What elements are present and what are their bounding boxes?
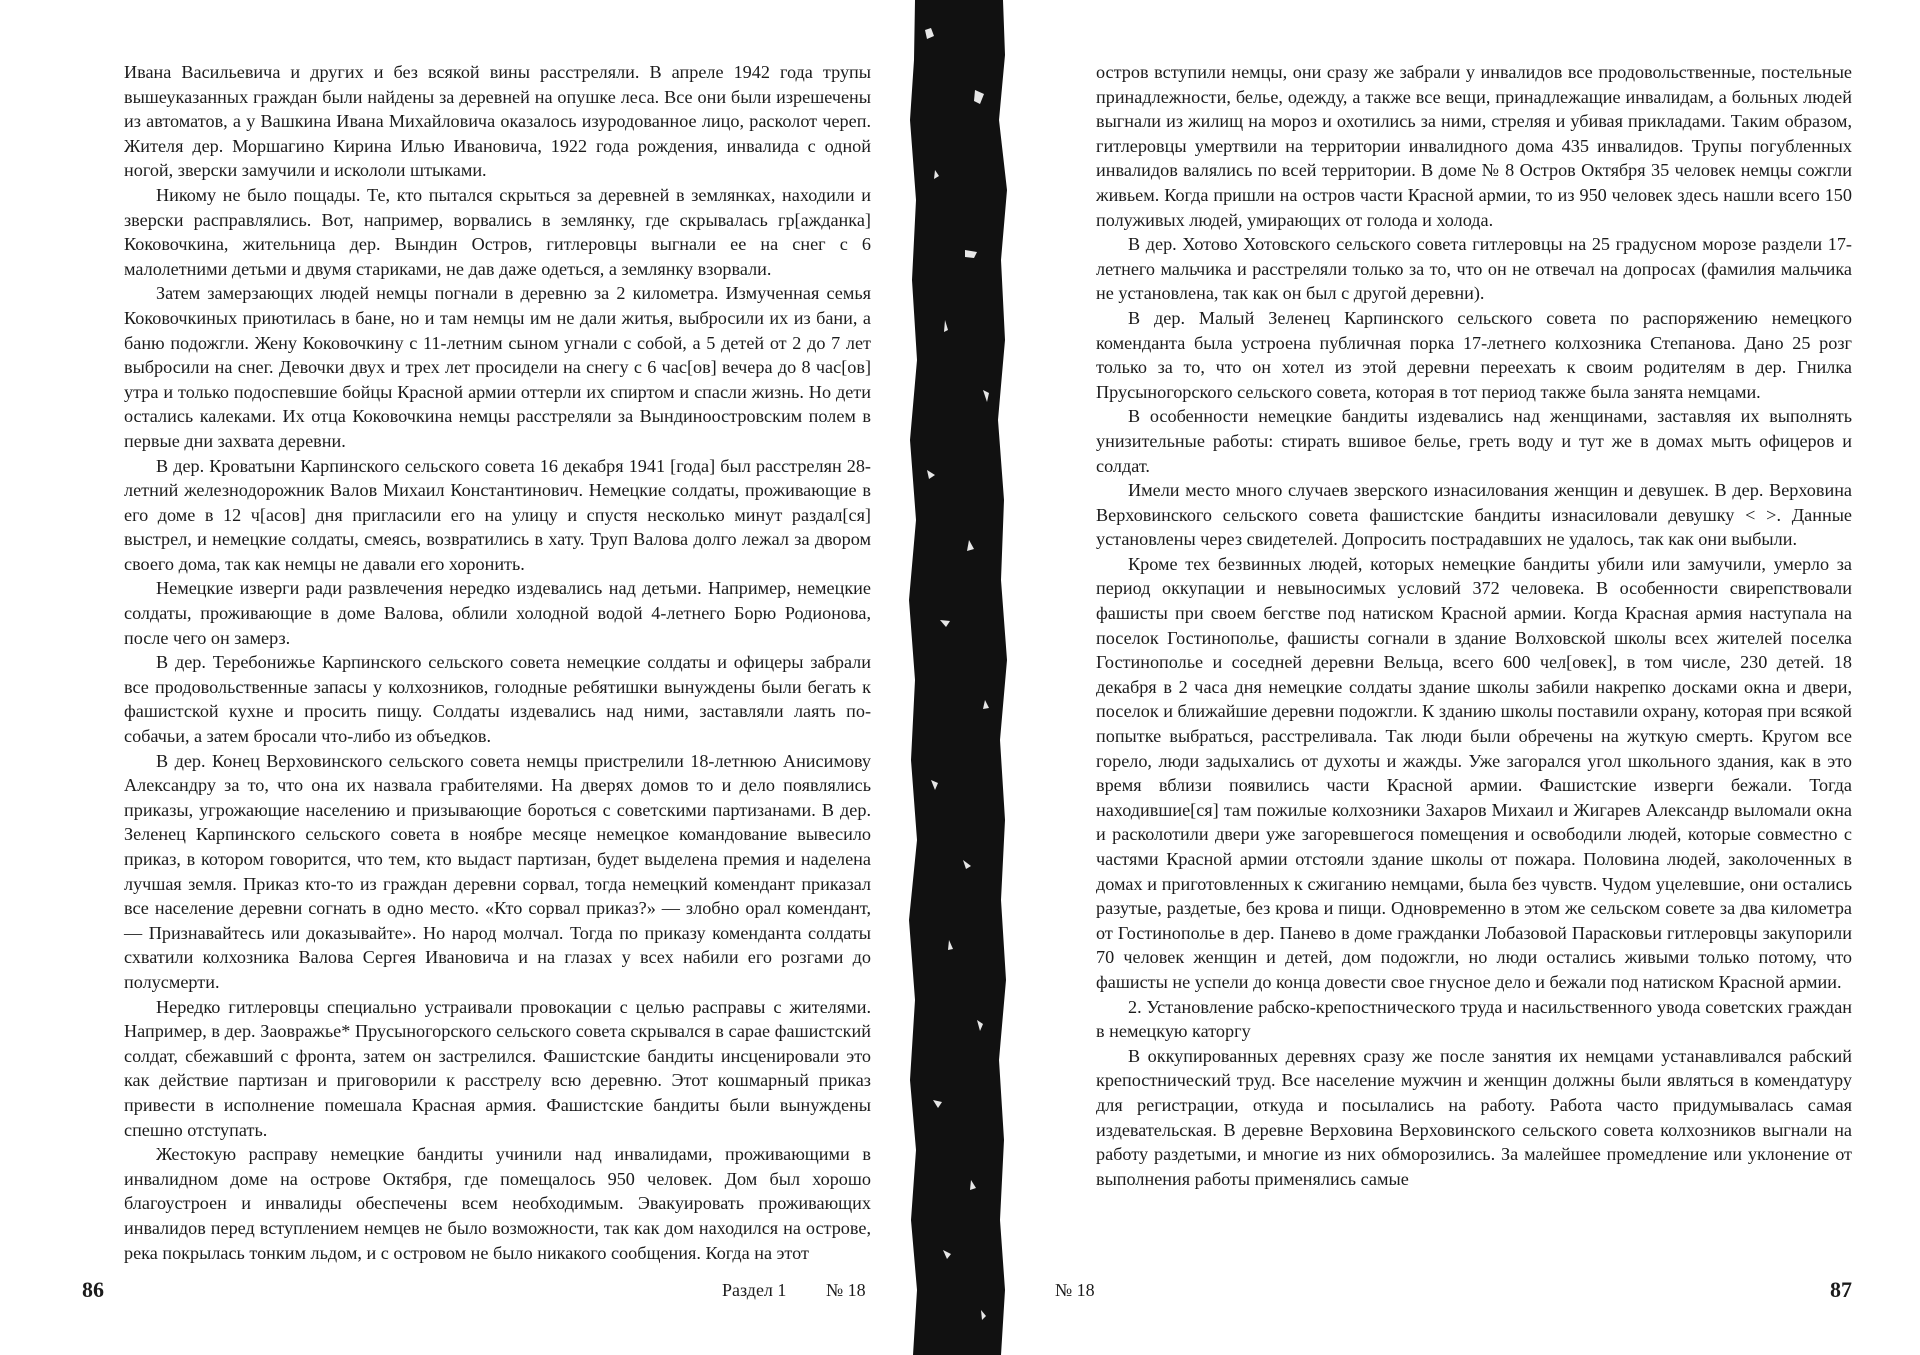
right-document-number: № 18 [1055,1280,1095,1300]
right-paragraph-4: В особенности немецкие бандиты издевались над женщинами, заставляя их выполнять унизительные работы: стирать вшивое белье, греть воду и тут же в домах мыть офицеров и солдат. [1096,406,1852,476]
right-page [1015,0,1920,1355]
section-label: Раздел 1 [722,1280,787,1300]
right-paragraph-2: В дер. Хотово Хотовского сельского совета гитлеровцы на 25 градусном морозе раздели 17-летнего мальчика и расстреляли только за то, что он не отвечал на допросах (фамилия мальчика не установлена, так как он был с другой деревни). [1096,234,1852,304]
left-text-column [124,60,871,1265]
decorative-spine-texture [905,0,1015,1355]
left-paragraph-9: Жестокую расправу немецкие бандиты учинили над инвалидами, проживающими в инвалидном доме на острове Октября, где помещалось 950 человек. Дом был хорошо благоустроен и инвалиды обеспечены всем необходимым. Эвакуировать проживающих инвалидов перед вступлением немцев не было возможности, так как дом находился на острове, река покрылась тонким льдом, и с островом не было никакого сообщения. Когда на этот [124,1144,871,1263]
left-paragraph-4: В дер. Кроватыни Карпинского сельского совета 16 декабря 1941 [года] был расстрелян 28-летний железнодорожник Валов Михаил Константинович. Немецкие солдаты, проживающие в его доме в 12 ч[асов] дня пригласили его на улицу и спустя несколько минут раздал[ся] выстрел, и немецкие солдаты, смеясь, возвратились в хату. Труп Валова долго лежал за двором своего дома, так как немцы не давали его хоронить. [124,455,871,574]
left-page-number: 86 [82,1277,104,1302]
left-paragraph-1: Ивана Васильевича и других и без всякой вины расстреляли. В апреле 1942 года трупы вышеуказанных граждан были найдены за деревней на опушке леса. Все они были изрешечены из автоматов, а у Вашкина Ивана Михайловича оказалось изуродованное лицо, расколот череп. Жителя дер. Моршагино Кирина Илью Ивановича, 1922 года рождения, инвалида с одной ногой, зверски замучили и искололи штыками. [124,62,871,181]
left-paragraph-2: Никому не было пощады. Те, кто пытался скрыться за деревней в землянках, находили и зверски расправлялись. Вот, например, ворвались в землянку, где скрывалась гр[ажданка] Коковочкина, жительница дер. Вындин Остров, гитлеровцы выгнали ее на снег с 6 малолетними детьми и двумя стариками, не дав даже одеться, а землянку взорвали. [124,184,871,279]
right-paragraph-3: В дер. Малый Зеленец Карпинского сельского совета по распоряжению немецкого коменданта была устроена публичная порка 17-летнего колхозника Степанова. Дано 25 розг только за то, что он хотел из этой деревни переехать к своим родителям в дер. Гнилка Прусыногорского сельского совета, которая в тот период также была занята немцами. [1096,307,1852,402]
left-paragraph-7: В дер. Конец Верховинского сельского совета немцы пристрелили 18-летнюю Анисимову Александру за то, что она их назвала грабителями. На дверях домов то и дело появлялись приказы, угрожающие населению и призывающие бороться с советскими партизанами. В дер. Зеленец Карпинского сельского совета в ноябре месяце немецкое командование вывесило приказ, в котором говорится, что тем, кто выдаст партизан, будет выделена премия и наделена лучшая земля. Приказ кто-то из граждан деревни сорвал, тогда немецкий комендант приказал все население деревни согнать в одно место. «Кто сорвал приказ?» — злобно орал комендант, — Признавайтесь или доказывайте». Но народ молчал. Тогда по приказу коменданта солдаты схватили колхозника Валова Сергея Ивановича и на глазах у всех набили его розгами до полусмерти. [124,750,871,992]
left-paragraph-3: Затем замерзающих людей немцы погнали в деревню за 2 километра. Измученная семья Коковочкиных приютилась в бане, но и там немцы им не дали житья, выбросили их из бани, а баню подожгли. Жену Коковочкину с 11-летним сыном угнали с собой, а 5 детей от 2 до 7 лет выбросили на снег. Девочки двух и трех лет просидели на снегу с 6 час[ов] вечера до 8 час[ов] утра и только подоспевшие бойцы Красной армии оттерли их спиртом и спасли жизнь. Но дети остались калеками. Их отца Коковочкина немцы расстреляли за Вындиноостровским полем в первые дни захвата деревни. [124,283,871,451]
right-paragraph-5: Имели место много случаев зверского изнасилования женщин и девушек. В дер. Верховина Верховинского сельского совета фашистские бандиты изнасиловали девушку < >. Данные установлены через свидетелей. Допросить пострадавших не удалось, так как они выбыли. [1096,480,1852,550]
left-paragraph-5: Немецкие изверги ради развлечения нередко издевались над детьми. Например, немецкие солдаты, проживающие в доме Валова, облили холодной водой 4-летнего Борю Родионова, после чего он замерз. [124,578,871,648]
right-page-number: 87 [1830,1277,1852,1302]
right-text-column [1096,60,1852,1191]
left-document-number: № 18 [826,1280,866,1300]
right-paragraph-1: остров вступили немцы, они сразу же забрали у инвалидов все продовольственные, постельные принадлежности, белье, одежду, а также все вещи, принадлежащие инвалидам, а больных людей выгнали из жилищ на мороз и охотились за ними, стреляя и убивая прикладами. Таким образом, гитлеровцы умертвили на территории инвалидного дома 435 инвалидов. Трупы погубленных инвалидов валялись по всей территории. В доме № 8 Остров Октября 35 человек немцы сожгли живьем. Когда пришли на остров части Красной армии, то из 950 человек здесь нашли всего 150 полуживых людей, умирающих от голода и холода. [1096,62,1852,230]
left-paragraph-8: Нередко гитлеровцы специально устраивали провокации с целью расправы с жителями. Например, в дер. Заовражье* Прусыногорского сельского совета скрывался в сарае фашистский солдат, сбежавший с фронта, затем он застрелился. Фашистские бандиты инсценировали это как действие партизан и приговорили к расстрелу всю деревню. Этот кошмарный приказ привести в исполнение помешала Красная армия. Фашистские бандиты были вынуждены спешно отступать. [124,996,871,1140]
right-paragraph-8: В оккупированных деревнях сразу же после занятия их немцами устанавливался рабский крепостнический труд. Все население мужчин и женщин должны были являться в комендатуру для регистрации, откуда и посылались на работу. Работа часто придумывалась самая издевательская. В деревне Верховина Верховинского сельского совета колхозников выгнали на работу раздетыми, и многие из них обморозились. За малейшее промедление или уклонение от выполнения работы применялись самые [1096,1045,1852,1189]
left-paragraph-6: В дер. Теребонижье Карпинского сельского совета немецкие солдаты и офицеры забрали все продовольственные запасы у колхозников, голодные ребятишки вынуждены были бегать к фашистской кухне и просить пищу. Солдаты издевались над ними, заставляли лаять по-собачьи, а затем бросали что-либо из объедков. [124,652,871,747]
right-paragraph-6: Кроме тех безвинных людей, которых немецкие бандиты убили или замучили, умерло за период оккупации и невыносимых условий 372 человека. В особенности свирепствовали фашисты при своем бегстве под натиском Красной армии. Когда Красная армия наступала на поселок Гостинополье, фашисты согнали в здание Волховской школы всех жителей поселка Гостинополье и соседней деревни Вельца, всего 600 чел[овек], в том числе, 230 детей. 18 декабря в 2 часа дня немецкие солдаты здание школы забили накрепко досками окна и двери, поселок и ближайшие деревни подожгли. К зданию школы поставили охрану, которая при всякой попытке выбраться, расстреливала. Так люди были обречены на жуткую смерть. Кругом все горело, люди задыхались от духоты и жажды. Уже загорался угол школьного здания, как в это время вблизи появились части Красной армии. Фашистские изверги бежали. Тогда находившие[ся] там пожилые колхозники Захаров Михаил и Жигарев Александр выломали окна и расколотили двери уже загоревшегося помещения и освободили людей, которые совместно с частями Красной армии отстояли здание школы от пожара. Половина людей, заколоченных в домах и приготовленных к сжиганию немцами, была без чувств. Чудом уцелевшие, они остались разутые, раздетые, без крова и пищи. Одновременно в этом же сельском совете за два километра от Гостинополье в дер. Панево в доме гражданки Лобазовой Парасковьи гитлеровцы закупорили 70 человек женщин и детей, дом подожгли, но люди остались живыми только потому, что фашисты не успели до конца довести свое гнусное дело и бежали под натиском Красной армии. [1096,553,1852,992]
left-page [0,0,905,1355]
right-section-heading: 2. Установление рабско-крепостнического труда и насильственного увода советских граждан в немецкую каторгу [1096,996,1852,1042]
